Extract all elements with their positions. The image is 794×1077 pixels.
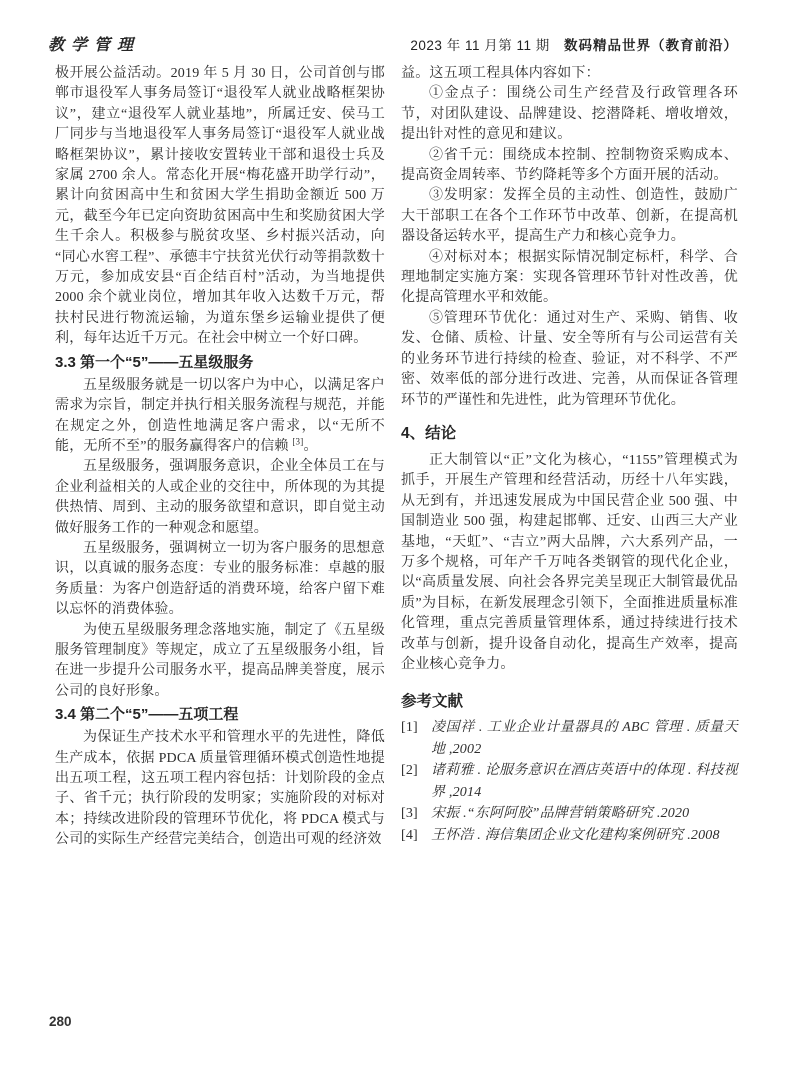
reference-entry: [401, 760, 738, 803]
reference-number: [4]: [401, 827, 418, 843]
paragraph-text: 。: [303, 438, 318, 454]
paragraph-service-mindset: 五星级服务，强调树立一切为客户服务的思想意识，以真诚的服务态度：专业的服务标准：卓越的服务质量：为客户创造舒适的消费环境，给客户留下难以忘怀的消费体验。: [55, 540, 385, 618]
paragraph-conclusion: 正大制管以“正”文化为核心，“1155”管理模式为抓手，开展生产管理和经营活动，历经十八年实践，从无到有，并迅速发展成为中国民营企业 500 强、中国制造业 500 强，构建起邯郸、迁安、山西三大产业基地，“天虹”、“吉立”两大品牌，六大系列产品，一万多个规格，可年产千万吨各类钢管的现代化企业，以“高质量发展、向社会各界完美呈现正大制管最优品质”为目标，在新发展理念引领下，全面推进质量标准化管理，重点完善质量管理体系，通过持续进行技术改革与创新，提升设备自动化，提高生产效率，提高企业核心竞争力。: [401, 452, 738, 672]
issue-info: [410, 34, 738, 54]
paragraph-continuation: 益。这五项工程具体内容如下：: [401, 66, 600, 81]
page-number: 280: [49, 1014, 72, 1029]
reference-text: 凌国祥 . 工业企业计量器具的 ABC 管理 . 质量天地 ,2002: [431, 720, 738, 757]
article-body: [55, 64, 738, 851]
reference-number: [3]: [401, 806, 418, 822]
paragraph-social-welfare: 极开展公益活动。2019 年 5 月 30 日，公司首创与邯郸市退役军人事务局签订“退役军人就业战略框架协议”，建立“退役军人就业基地”，所属迁安、侯马工厂同步与当地退役军人事务局签订“退役军人就业战略框架协议”，累计接收安置转业干部和退役士兵及家属 2700 余人。常态化开展“梅花盛开助学行动”，累计向贫困高中生和贫困大学生捐助金额近 500 万元，截至今年已定向资助贫困高中生和奖励贫困大学生千余人。积极参与脱贫攻坚、乡村振兴活动，向“同心水窖工程”、承德丰宁扶贫光伏行动等捐款数十万元，参加成安县“百企结百村”活动，为当地提供 2000 余个就业岗位，增加其年收入达数千万元，帮扶村民进行物流运输，为道东堡乡运输业提供了便利，每年达近千万元。在社会中树立一个好口碑。: [55, 66, 385, 347]
paragraph-service-awareness: 五星级服务，强调服务意识，企业全体员工在与企业利益相关的人或企业的交往中，所体现的为其提供热情、周到、主动的服务欲望和意识，即自觉主动做好服务工作的一种观念和愿望。: [55, 459, 385, 536]
heading-3-4: 3.4 第二个“5”——五项工程: [55, 706, 239, 724]
reference-entry: [401, 717, 738, 760]
citation-mark: [3]: [292, 436, 304, 447]
reference-text: 王怀浩 . 海信集团企业文化建构案例研究 .2008: [431, 827, 720, 843]
paragraph-item-5-management-optimization: ⑤管理环节优化：通过对生产、采购、销售、收发、仓储、质检、计量、安全等所有与公司运营有关的业务环节进行持续的检查、验证，对不科学、不严密、效率低的部分进行改进、完善，从而保证各管理环节的严谨性和先进性，此为管理环节优化。: [401, 310, 738, 408]
heading-4-conclusion: 4、结论: [401, 424, 457, 442]
paragraph-text: 五星级服务就是一切以客户为中心，以满足客户需求为宗旨，制定并执行相关服务流程与规范，并能在规定之外，创造性地满足客户需求，以“无所不能，无所不至”的服务赢得客户的信赖: [55, 377, 385, 454]
paragraph-service-system: 为使五星级服务理念落地实施，制定了《五星级服务管理制度》等规定，成立了五星级服务小组，旨在进一步提升公司服务水平，提高品牌美誉度，展示公司的良好形象。: [55, 622, 385, 699]
references-title: 参考文献: [401, 693, 464, 711]
reference-entry: [401, 825, 738, 847]
reference-number: [2]: [401, 763, 418, 779]
paragraph-item-4-benchmarking: ④对标对本；根据实际情况制定标杆，科学、合理地制定实施方案：实现各管理环节针对性改善，优化提高管理水平和效能。: [401, 249, 738, 306]
reference-entry: [401, 803, 738, 825]
reference-number: [1]: [401, 720, 418, 736]
paragraph-item-1-golden-ideas: ①金点子：围绕公司生产经营及行政管理各环节，对团队建设、品牌建设、挖潜降耗、增收增效，提出针对性的意见和建议。: [401, 86, 738, 143]
paragraph-five-projects-intro: 为保证生产技术水平和管理水平的先进性，降低生产成本，依据 PDCA 质量管理循环模式创造性地提出五项工程，这五项工程内容包括：计划阶段的金点子、省千元；执行阶段的发明家；实施阶段的对标对本；持续改进阶段的管理环节优化，将 PDCA 模式与公司的实际生产经营完美结合，创造出可观的经济效: [55, 730, 385, 848]
reference-text: 宋振 .“东阿阿胶”品牌营销策略研究 .2020: [431, 806, 690, 822]
heading-3-3: 3.3 第一个“5”——五星级服务: [55, 353, 254, 371]
paragraph-item-3-inventor: ③发明家：发挥全员的主动性、创造性，鼓励广大干部职工在各个工作环节中改革、创新，在提高机器设备运转水平，提高生产力和核心竞争力。: [401, 188, 738, 245]
left-column: [55, 64, 385, 851]
journal-name: 数码精品世界（教育前沿）: [564, 38, 738, 53]
issue-date: 2023 年 11 月第 11 期: [410, 38, 550, 53]
paragraph-item-2-save-thousand: ②省千元：围绕成本控制、控制物资采购成本、提高资金周转率、节约降耗等多个方面开展的活动。: [401, 147, 738, 184]
paragraph-five-star-definition: [55, 376, 385, 458]
right-column: [401, 64, 738, 851]
page-header: [48, 32, 738, 55]
reference-text: 诸莉雅 . 论服务意识在酒店英语中的体现 . 科技视界 ,2014: [431, 763, 738, 800]
column-section-title: 教学管理: [48, 37, 141, 54]
